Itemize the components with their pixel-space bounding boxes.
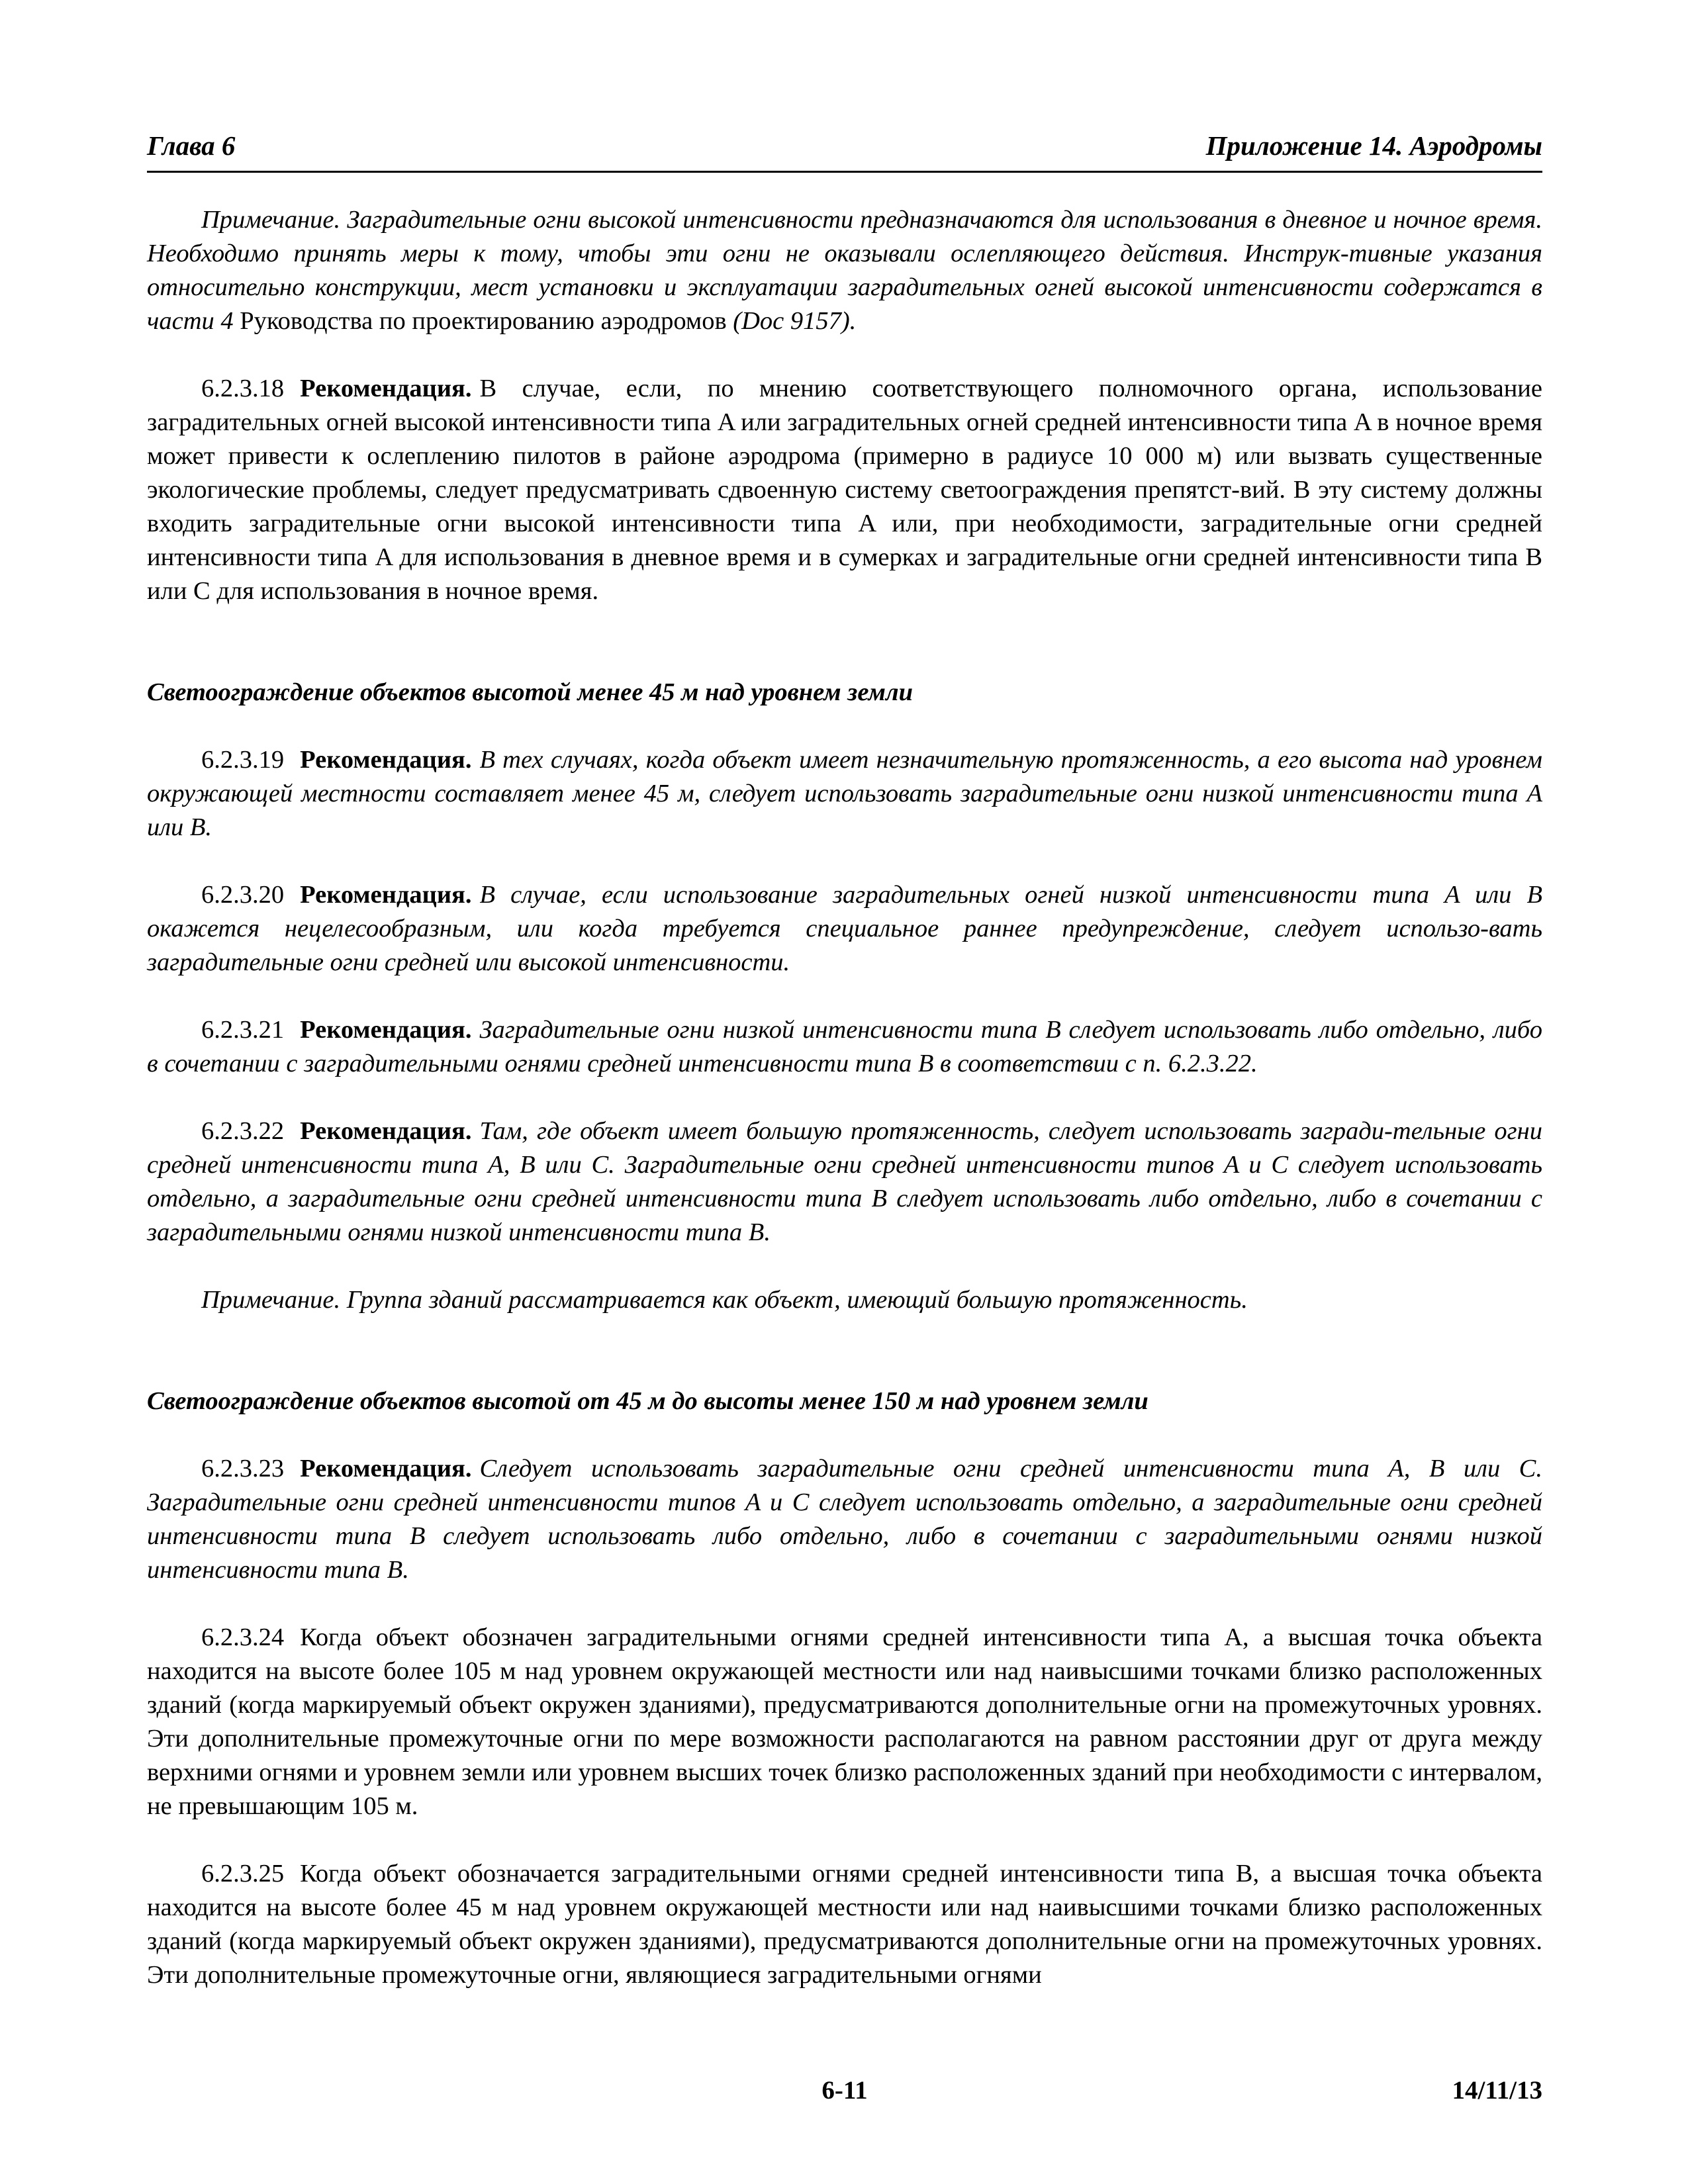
paragraph-number: 6.2.3.19 [201, 746, 285, 774]
page-footer [147, 2075, 1542, 2109]
recommendation-label: Рекомендация. [300, 1117, 472, 1145]
recommendation-label: Рекомендация. [300, 375, 472, 402]
header-chapter: Глава 6 [147, 130, 236, 161]
section-heading-below-45m: Светоограждение объектов высотой менее 45 м над уровнем земли [147, 678, 913, 706]
paragraph-6-2-3-25: 6.2.3.25 Когда объект обозначается заградительными огнями средней интенсивности типа B, а высшая точка объекта находится на высоте более 45 м над уровнем окружающей местности или над наивысшими точками близко расположенных зданий (когда маркируемый объект окружен зданиями), предусматриваются дополнительные огни на промежуточных уровнях. Эти дополнительные промежуточные огни, являющиеся заградительными огнями [147, 1860, 1542, 1989]
amendment-date: 14/11/13 [1452, 2076, 1542, 2105]
recommendation-label: Рекомендация. [300, 1016, 472, 1044]
header-annex-title: Приложение 14. Аэродромы [1205, 130, 1542, 161]
paragraph-number: 6.2.3.25 [201, 1860, 285, 1888]
paragraph-number: 6.2.3.18 [201, 375, 285, 402]
paragraph-6-2-3-21: 6.2.3.21 Рекомендация. Заградительные огни низкой интенсивности типа B следует использовать либо отдельно, либо в сочетании с заградительными огнями средней интенсивности типа B в соответствии с п. 6.2.3.22. [147, 1016, 1542, 1077]
paragraph-6-2-3-24: 6.2.3.24 Когда объект обозначен заградительными огнями средней интенсивности типа A, а высшая точка объекта находится на высоте более 105 м над уровнем окружающей местности или над наивысшими точками близко расположенных зданий (когда маркируемый объект окружен зданиями), предусматриваются дополнительные огни на промежуточных уровнях. Эти дополнительные промежуточные огни по мере возможности располагаются на равном расстоянии друг от друга между верхними огнями и уровнем земли или уровнем высших точек близко расположенных зданий при необходимости с интервалом, не превышающим 105 м. [147, 1623, 1542, 1820]
paragraph-number: 6.2.3.24 [201, 1623, 285, 1651]
document-body [147, 203, 1542, 1992]
page-number: 6-11 [821, 2076, 868, 2105]
paragraph-6-2-3-18: 6.2.3.18 Рекомендация. В случае, если, по мнению соответствующего полномочного органа, использование заградительных огней высокой интенсивности типа A или заградительных огней средней интенсивности типа A в ночное время может привести к ослеплению пилотов в районе аэродрома (примерно в радиусе 10 000 м) или вызвать существенные экологические проблемы, следует предусматривать сдвоенную систему светоограждения препятст-вий. В эту систему должны входить заградительные огни высокой интенсивности типа A или, при необходимости, заградительные огни средней интенсивности типа A для использования в дневное время и в сумерках и заградительные огни средней интенсивности типа B или C для использования в ночное время. [147, 375, 1542, 605]
recommendation-label: Рекомендация. [300, 746, 472, 774]
page-header [147, 130, 1542, 169]
paragraph-6-2-3-20: 6.2.3.20 Рекомендация. В случае, если использование заградительных огней низкой интенсивности типа A или B окажется нецелесообразным, или когда требуется специальное раннее предупреждение, следует использо-вать заградительные огни средней или высокой интенсивности. [147, 881, 1542, 976]
note-group-of-buildings: Примечание. Группа зданий рассматривается как объект, имеющий большую протяженность. [201, 1286, 1248, 1314]
recommendation-label: Рекомендация. [300, 881, 472, 909]
paragraph-number: 6.2.3.20 [201, 881, 285, 909]
paragraph-number: 6.2.3.21 [201, 1016, 285, 1044]
paragraph-6-2-3-23: 6.2.3.23 Рекомендация. Следует использовать заградительные огни средней интенсивности типа A, B или C. Заградительные огни средней интенсивности типов A и C следует использовать отдельно, а заградительные огни средней интенсивности типа B следует использовать либо отдельно, либо в сочетании с заградительными огнями низкой интенсивности типа B. [147, 1455, 1542, 1584]
document-page [147, 130, 1542, 2109]
paragraph-6-2-3-19: 6.2.3.19 Рекомендация. В тех случаях, когда объект имеет незначительную протяженность, а его высота над уровнем окружающей местности составляет менее 45 м, следует использовать заградительные огни низкой интенсивности типа A или B. [147, 746, 1542, 841]
section-heading-45-to-150m: Светоограждение объектов высотой от 45 м до высоты менее 150 м над уровнем земли [147, 1387, 1149, 1415]
paragraph-number: 6.2.3.22 [201, 1117, 285, 1145]
paragraph-number: 6.2.3.23 [201, 1455, 285, 1482]
note-high-intensity: Примечание. Заградительные огни высокой интенсивности предназначаются для использования в дневное и ночное время. Необходимо принять меры к тому, чтобы эти огни не оказывали ослепляющего действия. Инструк-тивные указания относительно конструкции, мест установки и эксплуатации заградительных огней высокой интенсивности содержатся в части 4 Руководства по проектированию аэродромов (Doc 9157). [147, 206, 1542, 335]
header-rule [147, 171, 1542, 173]
manual-reference: Руководства по проектированию аэродромов [240, 307, 727, 335]
recommendation-label: Рекомендация. [300, 1455, 472, 1482]
paragraph-6-2-3-22: 6.2.3.22 Рекомендация. Там, где объект имеет большую протяженность, следует использовать загради-тельные огни средней интенсивности типа A, B или C. Заградительные огни средней интенсивности типов A и C следует использовать отдельно, а заградительные огни средней интенсивности типа B следует использовать либо отдельно, либо в сочетании с заградительными огнями низкой интенсивности типа B. [147, 1117, 1542, 1246]
